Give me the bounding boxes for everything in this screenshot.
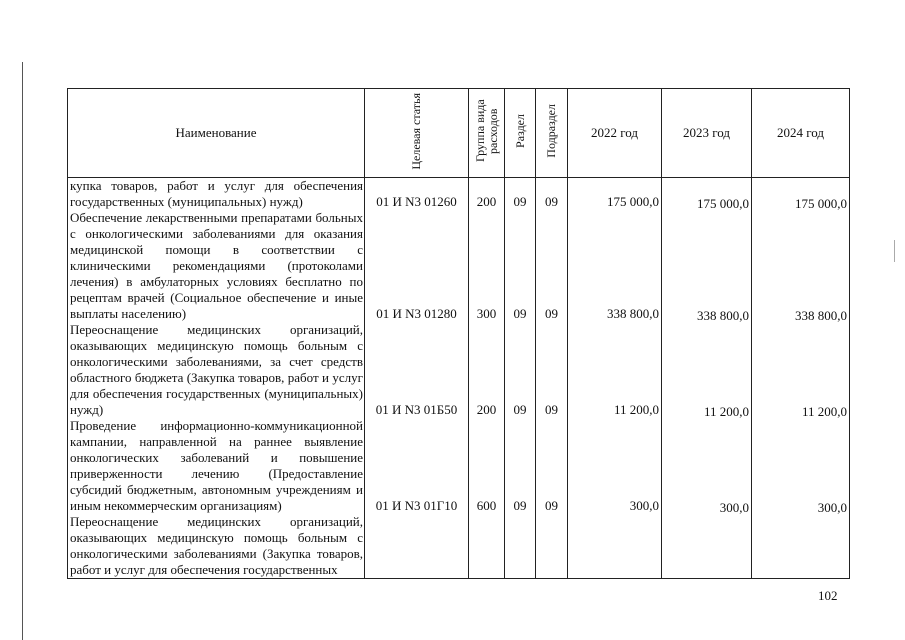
header-subsection — [536, 89, 568, 178]
subsection-column — [536, 178, 568, 579]
scan-left-border — [22, 62, 23, 640]
header-subsection-label: Подраздел — [544, 104, 558, 158]
row-section: 09 — [513, 194, 527, 209]
header-expense-group-label: Группа вида расходов — [472, 99, 500, 163]
expense-group-column — [469, 178, 505, 579]
row-expense-group: 200 — [476, 402, 497, 417]
budget-table — [67, 88, 850, 579]
name-column — [68, 178, 365, 579]
row-name: купка товаров, работ и услуг для обеспечения государственных (муниципальных) нужд) — [70, 178, 363, 209]
row-expense-group: 300 — [476, 306, 497, 321]
row-name: Обеспечение лекарственными препаратами больных с онкологическими заболеваниями для оказания медицинской помощи в соответствии с клиническими рекомендациями (протоколами лечения) в амбулаторных условиях бесплатно по рецептам врачей (Социальное обеспечение и иные выплаты населению) — [70, 210, 363, 321]
header-expense-group — [469, 89, 505, 178]
row-code: 01 И N3 01280 — [376, 306, 457, 321]
row-name: Переоснащение медицинских организаций, оказывающих медицинскую помощь больным с онкологическими заболеваниями, за счет средств областного бюджета (Закупка товаров, работ и услуг для обеспечения государственных (муниципальных) нужд) — [70, 322, 363, 417]
header-target-article — [365, 89, 469, 178]
row-section: 09 — [513, 402, 527, 417]
row-section: 09 — [513, 498, 527, 513]
row-name: Проведение информационно-коммуникационной кампании, направленной на раннее выявление онкологических заболеваний и повышение приверженности лечению (Предоставление субсидий бюджетным, автономным учреждениям и иным некоммерческим организациям) — [70, 418, 363, 513]
row-subsection: 09 — [545, 402, 558, 417]
section-column — [505, 178, 536, 579]
row-2024-value: 11 200,0 — [801, 404, 847, 419]
row-2023-value: 300,0 — [719, 500, 749, 515]
row-2023-value: 338 800,0 — [697, 308, 749, 323]
header-target-article-label: Целевая статья — [409, 92, 423, 170]
table-header-row — [68, 89, 850, 178]
header-year-2024 — [752, 89, 850, 178]
row-2023-value: 175 000,0 — [697, 196, 749, 211]
row-2022-value: 300,0 — [629, 498, 659, 513]
row-expense-group: 600 — [476, 498, 497, 513]
header-year-2024-label: 2024 год — [777, 125, 824, 140]
row-2024-value: 175 000,0 — [795, 196, 847, 211]
row-2024-value: 338 800,0 — [795, 308, 847, 323]
table-body-row — [68, 178, 850, 579]
header-section — [505, 89, 536, 178]
header-year-2022-label: 2022 год — [591, 125, 638, 140]
scan-right-mark — [894, 240, 895, 262]
header-name-label: Наименование — [175, 125, 257, 140]
code-column — [365, 178, 469, 579]
row-name: Переоснащение медицинских организаций, оказывающих медицинскую помощь больным с онкологическими заболеваниями (Закупка товаров, работ и услуг для обеспечения государственных — [70, 514, 363, 577]
row-section: 09 — [513, 306, 527, 321]
year-2022-column — [568, 178, 662, 579]
row-code: 01 И N3 01Б50 — [375, 402, 458, 417]
header-section-label: Раздел — [512, 114, 527, 148]
header-year-2023 — [662, 89, 752, 178]
row-2022-value: 175 000,0 — [607, 194, 659, 209]
header-year-2023-label: 2023 год — [683, 125, 730, 140]
row-2024-value: 300,0 — [817, 500, 847, 515]
row-subsection: 09 — [545, 194, 558, 209]
page-number: 102 — [818, 588, 838, 603]
header-name — [68, 89, 365, 178]
row-subsection: 09 — [545, 498, 558, 513]
row-subsection: 09 — [545, 306, 558, 321]
header-year-2022 — [568, 89, 662, 178]
year-2023-column — [662, 178, 752, 579]
row-expense-group: 200 — [476, 194, 497, 209]
row-2022-value: 338 800,0 — [607, 306, 659, 321]
year-2024-column — [752, 178, 850, 579]
row-2022-value: 11 200,0 — [613, 402, 659, 417]
row-code: 01 И N3 01Г10 — [375, 498, 458, 513]
row-2023-value: 11 200,0 — [703, 404, 749, 419]
row-code: 01 И N3 01260 — [376, 194, 457, 209]
